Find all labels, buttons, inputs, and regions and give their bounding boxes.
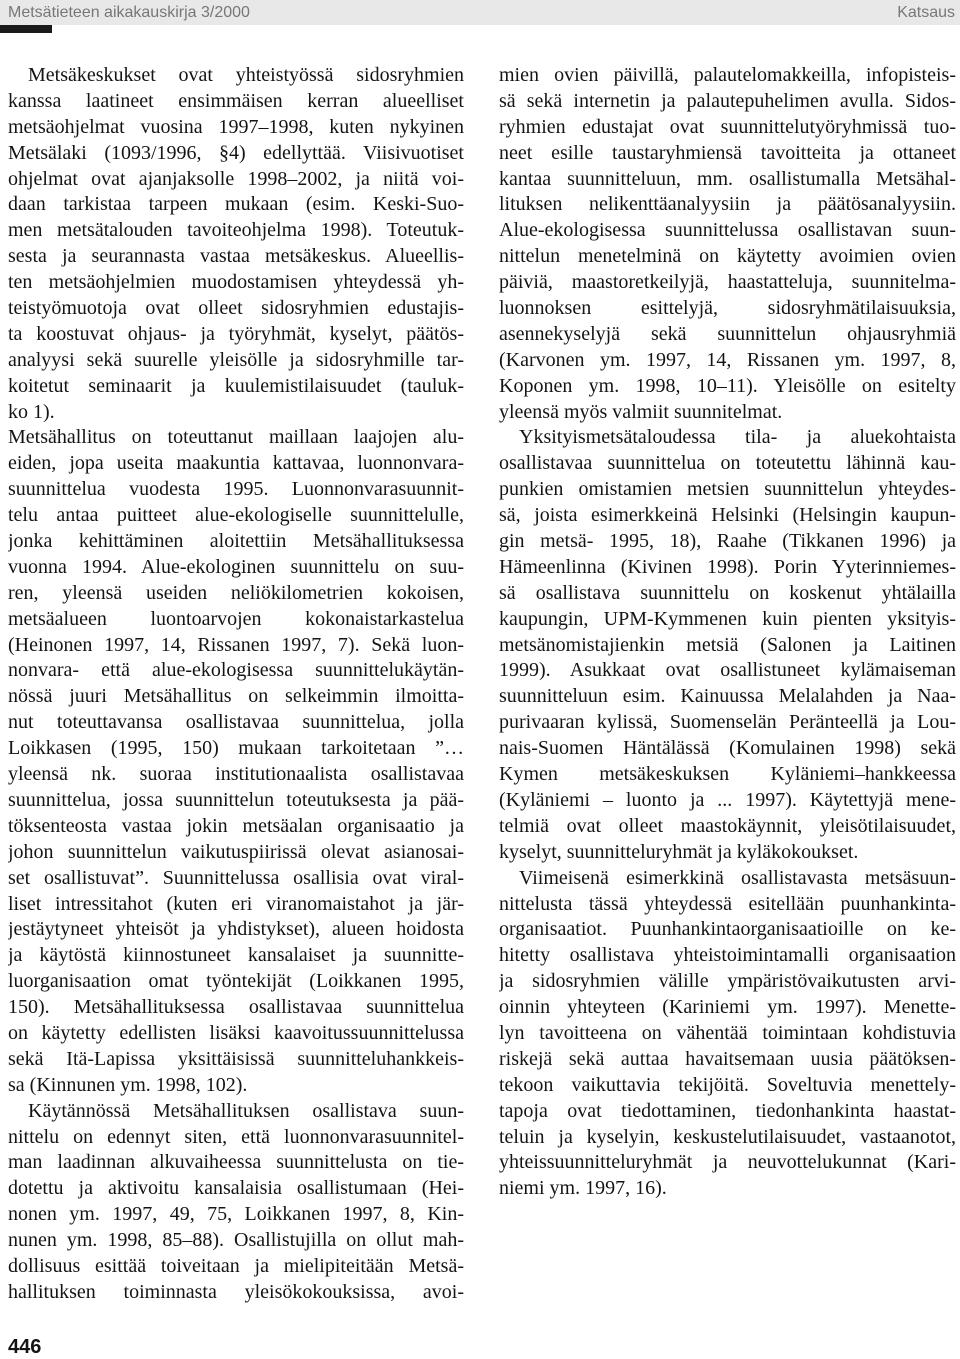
text-line: nittelun menetelminä on käytetty avoimien ovien [499, 245, 956, 268]
text-line: ko 1). [8, 400, 55, 423]
text-line: (Kyläniemi – luonto ja ... 1997). Käytettyjä mene- [499, 788, 956, 811]
text-line: sä osallistava suunnittelu on koskenut yhtälailla [499, 581, 956, 604]
text-line: telmiä ovat olleet maastokäynnit, yleisötilaisuudet, [499, 814, 956, 837]
text-line: kyselyt, suunnitteluryhmät ja kyläkokoukset. [499, 840, 859, 863]
paragraph [499, 425, 956, 865]
text-line: dollisuus esittää toiveitaan ja mielipiteitään Metsä- [8, 1254, 464, 1277]
text-line: metsänomistajienkin metsiä (Salonen ja Laitinen [499, 633, 956, 656]
text-line: ta koostuvat ohjaus- ja työryhmät, kyselyt, päätös- [8, 322, 464, 345]
text-line: liset intressitahot (kuten eri viranomaistahot ja jär- [8, 892, 464, 915]
journal-title: Metsätieteen aikakauskirja 3/2000 [8, 4, 250, 21]
text-line: hallituksen toiminnasta yleisökokouksissa, avoi- [8, 1280, 464, 1303]
text-line: Yksityismetsätaloudessa tila- ja aluekohtaista [519, 426, 956, 449]
text-line: tapoja ovat tiedottaminen, tiedonhankinta haastat- [499, 1099, 956, 1122]
text-line: vuonna 1994. Alue-ekologinen suunnittelu on suu- [8, 555, 464, 578]
text-line: oinnin yhteyteen (Kariniemi ym. 1997). Menette- [499, 996, 956, 1019]
text-line: nonvara- että alue-ekologisessa suunnittelukäytän- [8, 659, 464, 682]
text-line: sekä Itä-Lapissa yksittäisissä suunnitteluhankkeis- [8, 1047, 464, 1070]
text-line: ja sidosryhmien välille ympäristövaikutusten arvi- [499, 970, 956, 993]
paragraph [8, 63, 464, 425]
text-line: jestäytyneet yhteisöt ja yhdistykset), alueen hoidosta [8, 918, 464, 941]
header-accent-bar [0, 25, 52, 33]
text-line: hitetty osallistava yhteistoimintamalli organisaation [499, 944, 956, 967]
text-line: yhteissuunnitteluryhmät ja neuvottelukunnat (Kari- [499, 1151, 956, 1174]
text-line: metsäohjelmat vuosina 1997–1998, kuten nykyinen [8, 115, 464, 138]
text-line: suunnittelua, jossa suunnittelun toteutuksesta ja pää- [8, 788, 464, 811]
text-line: Kymen metsäkeskuksen Kyläniemi–hankkeessa [499, 763, 956, 786]
text-line: Viimeisenä esimerkkinä osallistavasta metsäsuun- [519, 866, 956, 889]
text-line: lituksen nelikenttäanalyysiin ja päätösanalyysiin. [499, 193, 956, 216]
text-line: nittelusta tässä yhteydessä esitellään puunhankinta- [499, 892, 956, 915]
text-line: nut toteuttavansa osallistavaa suunnittelua, jolla [8, 711, 464, 734]
text-line: tekoon vaikuttavia tekijöitä. Soveltuvia menettely- [499, 1073, 956, 1096]
text-line: luorganisaation omat työntekijät (Loikkanen 1995, [8, 970, 464, 993]
text-line: osallistavaa suunnittelua on toteutettu lähinnä kau- [499, 452, 956, 475]
paragraph [499, 63, 956, 425]
paragraph [499, 866, 956, 1203]
text-line: gin metsä- 1995, 18), Raahe (Tikkanen 1996) ja [499, 530, 956, 553]
text-line: on käytetty edellisten lisäksi kaavoitussuunnittelussa [8, 1021, 464, 1044]
text-line: niemi ym. 1997, 16). [499, 1177, 667, 1200]
text-line: lyn tavoitteena on vähentää toimintaan kohdistuvia [499, 1021, 956, 1044]
text-line: ren, yleensä useiden neliökilometrien kokoisen, [8, 581, 464, 604]
text-line: sesta ja seurannasta vastaa metsäkeskus. Alueellis- [8, 245, 464, 268]
running-header [0, 0, 960, 25]
text-line: töksenteosta vastaa jokin metsäalan organisaatio ja [8, 814, 464, 837]
text-line: jonka kehittäminen aloitettiin Metsähallituksessa [8, 530, 464, 553]
right-column [499, 63, 956, 1202]
text-line: kantaa suunnitteluun, mm. osallistumalla Metsähal- [499, 167, 956, 190]
text-line: ja käytöstä kiinnostuneet kansalaiset ja suunnitte- [8, 944, 464, 967]
text-line: päiviä, maastoretkeilyjä, haastatteluja, suunnitelma- [499, 271, 956, 294]
text-line: Hämeenlinna (Kivinen 1998). Porin Yyterinniemes- [499, 555, 956, 578]
text-line: sä sekä internetin ja palautepuhelimen avulla. Sidos- [499, 89, 956, 112]
text-line: Metsähallitus on toteuttanut maillaan laajojen alu- [8, 426, 464, 449]
text-line: man laadinnan alkuvaiheessa suunnittelusta on tie- [8, 1151, 464, 1174]
text-line: yleensä nk. suoraa institutionaalista osallistavaa [8, 763, 464, 786]
text-line: telu antaa puitteet alue-ekologiselle suunnittelulle, [8, 504, 464, 527]
text-line: riskejä sekä auttaa havaitsemaan uusia päätöksen- [499, 1047, 956, 1070]
text-line: teistyömuotoja ovat olleet sidosryhmien edustajis- [8, 297, 464, 320]
text-line: suunnittelua vuodesta 1995. Luonnonvarasuunnit- [8, 478, 464, 501]
text-line: Käytännössä Metsähallituksen osallistava suun- [28, 1099, 464, 1122]
left-column [8, 63, 464, 1306]
text-line: Metsälaki (1093/1996, §4) edellyttää. Viisivuotiset [8, 141, 464, 164]
text-line: 150). Metsähallituksessa osallistavaa suunnittelua [8, 996, 464, 1019]
text-line: ohjelmat ovat ajanjaksolle 1998–2002, ja niitä voi- [8, 167, 464, 190]
text-line: teluin ja kyselyin, keskustelutilaisuudet, vastaanotot, [499, 1125, 956, 1148]
text-line: nonen ym. 1997, 49, 75, Loikkanen 1997, 8, Kin- [8, 1203, 464, 1226]
text-line: purivaaran kylissä, Suomenselän Peränteellä ja Lou- [499, 711, 956, 734]
section-label: Katsaus [897, 4, 955, 21]
text-line: Loikkasen (1995, 150) mukaan tarkoitetaan ”… [8, 737, 464, 760]
text-line: koitetut seminaarit ja kuulemistilaisuudet (tauluk- [8, 374, 464, 397]
text-line: metsäalueen luontoarvojen kokonaistarkastelua [8, 607, 464, 630]
text-line: ten metsäohjelmien muodostamisen yhteydessä yh- [8, 271, 464, 294]
text-line: Koponen ym. 1998, 10–11). Yleisölle on esitelty [499, 374, 956, 397]
text-line: asennekyselyjä sekä suunnittelun ohjausryhmiä [499, 322, 956, 345]
text-line: suunnitteluun esim. Kainuussa Melalahden ja Naa- [499, 685, 956, 708]
page-number: 446 [8, 1336, 42, 1358]
text-line: johon suunnittelun vaikutuspiirissä olevat asianosai- [8, 840, 464, 863]
text-line: punkien omistamien metsien suunnittelun yhteydes- [499, 478, 956, 501]
text-line: set osallistuvat”. Suunnittelussa osallisia ovat viral- [8, 866, 464, 889]
text-line: luonnoksen esittelyjä, sidosryhmätilaisuuksia, [499, 297, 956, 320]
text-line: kanssa laatineet ensimmäisen kerran alueelliset [8, 89, 464, 112]
text-line: organisaatiot. Puunhankintaorganisaatioille on ke- [499, 918, 956, 941]
text-line: sä, joista esimerkkeinä Helsinki (Helsingin kaupun- [499, 504, 956, 527]
text-line: (Heinonen 1997, 14, Rissanen 1997, 7). Sekä luon- [8, 633, 464, 656]
text-line: nais-Suomen Häntälässä (Komulainen 1998) sekä [499, 737, 956, 760]
text-line: (Karvonen ym. 1997, 14, Rissanen ym. 1997, 8, [499, 348, 956, 371]
text-line: Metsäkeskukset ovat yhteistyössä sidosryhmien [28, 64, 464, 86]
paragraph [8, 1099, 464, 1306]
text-line: Alue-ekologisessa suunnittelussa osallistavan suun- [499, 219, 956, 242]
text-line: kaupungin, UPM-Kymmenen kuin pienten yksityis- [499, 607, 956, 630]
text-line: neet esille taustaryhmiensä tavoitteita ja ottaneet [499, 141, 956, 164]
text-line: ryhmien edustajat ovat suunnittelutyöryhmissä tuo- [499, 115, 956, 138]
text-line: yleensä myös valmiit suunnitelmat. [499, 400, 783, 423]
text-line: nittelu on edennyt siten, että luonnonvarasuunnitel- [8, 1125, 464, 1148]
text-line: 1999). Asukkaat ovat osallistuneet kylämaiseman [499, 659, 956, 682]
paragraph [8, 425, 464, 1098]
text-line: analyysi sekä suurelle yleisölle ja sidosryhmille tar- [8, 348, 464, 371]
text-line: nunen ym. 1998, 85–88). Osallistujilla on ollut mah- [8, 1229, 464, 1252]
text-line: eiden, jopa useita maakuntia kattavaa, luonnonvara- [8, 452, 464, 475]
text-line: dotettu ja aktivoitu kansalaisia osallistumaan (Hei- [8, 1177, 464, 1200]
text-line: daan tarkistaa tarpeen mukaan (esim. Keski-Suo- [8, 193, 464, 216]
text-line: mien ovien päivillä, palautelomakkeilla, infopisteis- [499, 64, 956, 86]
text-line: nössä juuri Metsähallitus on selkeimmin ilmoitta- [8, 685, 464, 708]
text-line: men metsätalouden tavoiteohjelma 1998). Toteutuk- [8, 219, 464, 242]
text-line: sa (Kinnunen ym. 1998, 102). [8, 1073, 248, 1096]
